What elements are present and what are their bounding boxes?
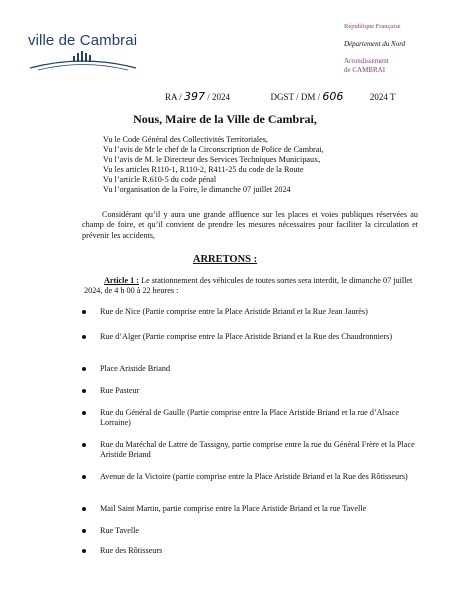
dm-year: 2024 T — [369, 92, 396, 102]
city-logo — [28, 32, 138, 74]
bullet-icon — [82, 475, 86, 479]
street-name: Rue Tavelle — [100, 526, 140, 535]
article-1 — [84, 276, 418, 297]
vu-line: Vu l’avis de M. le Directeur des Services Techniques Municipaux, — [103, 155, 321, 165]
ra-year: / 2024 — [207, 92, 231, 102]
article-1-text: Le stationnement des véhicules de toutes sortes sera interdit, le dimanche 07 juillet 2024, de 4 h 00 à 22 heures : — [84, 276, 413, 296]
vu-line: Vu les articles R110-1, R110-2, R411-25 du code de la Route — [103, 165, 304, 175]
administrative-header — [344, 22, 448, 75]
vu-line: Vu l’organisation de la Foire, le dimanche 07 juillet 2024 — [103, 185, 291, 195]
article-1-label: Article 1 : — [104, 276, 140, 285]
ra-prefix: RA / — [165, 92, 182, 102]
arrondissement-line: Arrondissement — [344, 57, 389, 65]
republique-label: République Française — [344, 23, 401, 30]
vu-line: Vu l’article R.610-5 du code pénal — [103, 175, 217, 185]
street-name: Rue du Général de Gaulle (Partie comprise entre la Place Aristide Briand et la rue d’Alsace Lorraine) — [100, 408, 399, 428]
arrondissement-line: de CAMBRAI — [344, 66, 386, 74]
logo-text: ville de Cambrai — [28, 32, 138, 49]
bullet-icon — [82, 367, 86, 371]
arrondissement-label — [344, 57, 448, 75]
departement-label: Département du Nord — [344, 40, 406, 48]
bullet-icon — [82, 335, 86, 339]
bullet-icon — [82, 507, 86, 511]
street-name: Mail Saint Martin, partie comprise entre la Place Aristide Briand et la rue Tavelle — [100, 504, 367, 513]
logo-skyline-icon — [28, 50, 138, 72]
bullet-icon — [82, 443, 86, 447]
reference-line — [165, 90, 395, 103]
vu-list — [103, 135, 324, 196]
bullet-icon — [82, 411, 86, 415]
page-title: Nous, Maire de la Ville de Cambrai, — [133, 112, 317, 126]
street-name: Avenue de la Victoire (partie comprise entre la Place Aristide Briand et la Rue des Rôtisseurs) — [100, 472, 408, 481]
bullet-icon — [82, 389, 86, 393]
vu-line: Vu le Code Général des Collectivités Territoriales, — [103, 135, 268, 144]
considerant-paragraph: Considérant qu’il y aura une grande affluence sur les places et voies publiques réservées au champ de foire, et qu’il convient de prendre les mesures nécessaires pour faciliter la circulation et prévenir les accidents, — [82, 210, 418, 240]
dm-number: 606 — [322, 90, 344, 103]
vu-line: Vu l’avis de Mr le chef de la Circonscription de Police de Cambrai, — [103, 145, 324, 155]
ra-number: 397 — [184, 90, 206, 103]
bullet-icon — [82, 310, 86, 314]
street-name: Rue d’Alger (Partie comprise entre la Place Aristide Briand et la Rue des Chaudronniers) — [100, 332, 393, 341]
street-name: Rue Pasteur — [100, 386, 140, 395]
street-name: Rue des Rôtisseurs — [100, 546, 163, 555]
dgst-prefix: DGST / DM / — [270, 92, 321, 102]
bullet-icon — [82, 549, 86, 553]
street-name: Place Aristide Briand — [100, 364, 171, 373]
street-name: Rue de Nice (Partie comprise entre la Place Aristide Briand et la Rue Jean Jaurès) — [100, 307, 368, 316]
street-name: Rue du Maréchal de Lattre de Tassigny, partie comprise entre la rue du Général Frère et la Place Aristide Briand — [100, 440, 415, 460]
arretons-heading: ARRETONS : — [192, 254, 258, 265]
bullet-icon — [82, 529, 86, 533]
